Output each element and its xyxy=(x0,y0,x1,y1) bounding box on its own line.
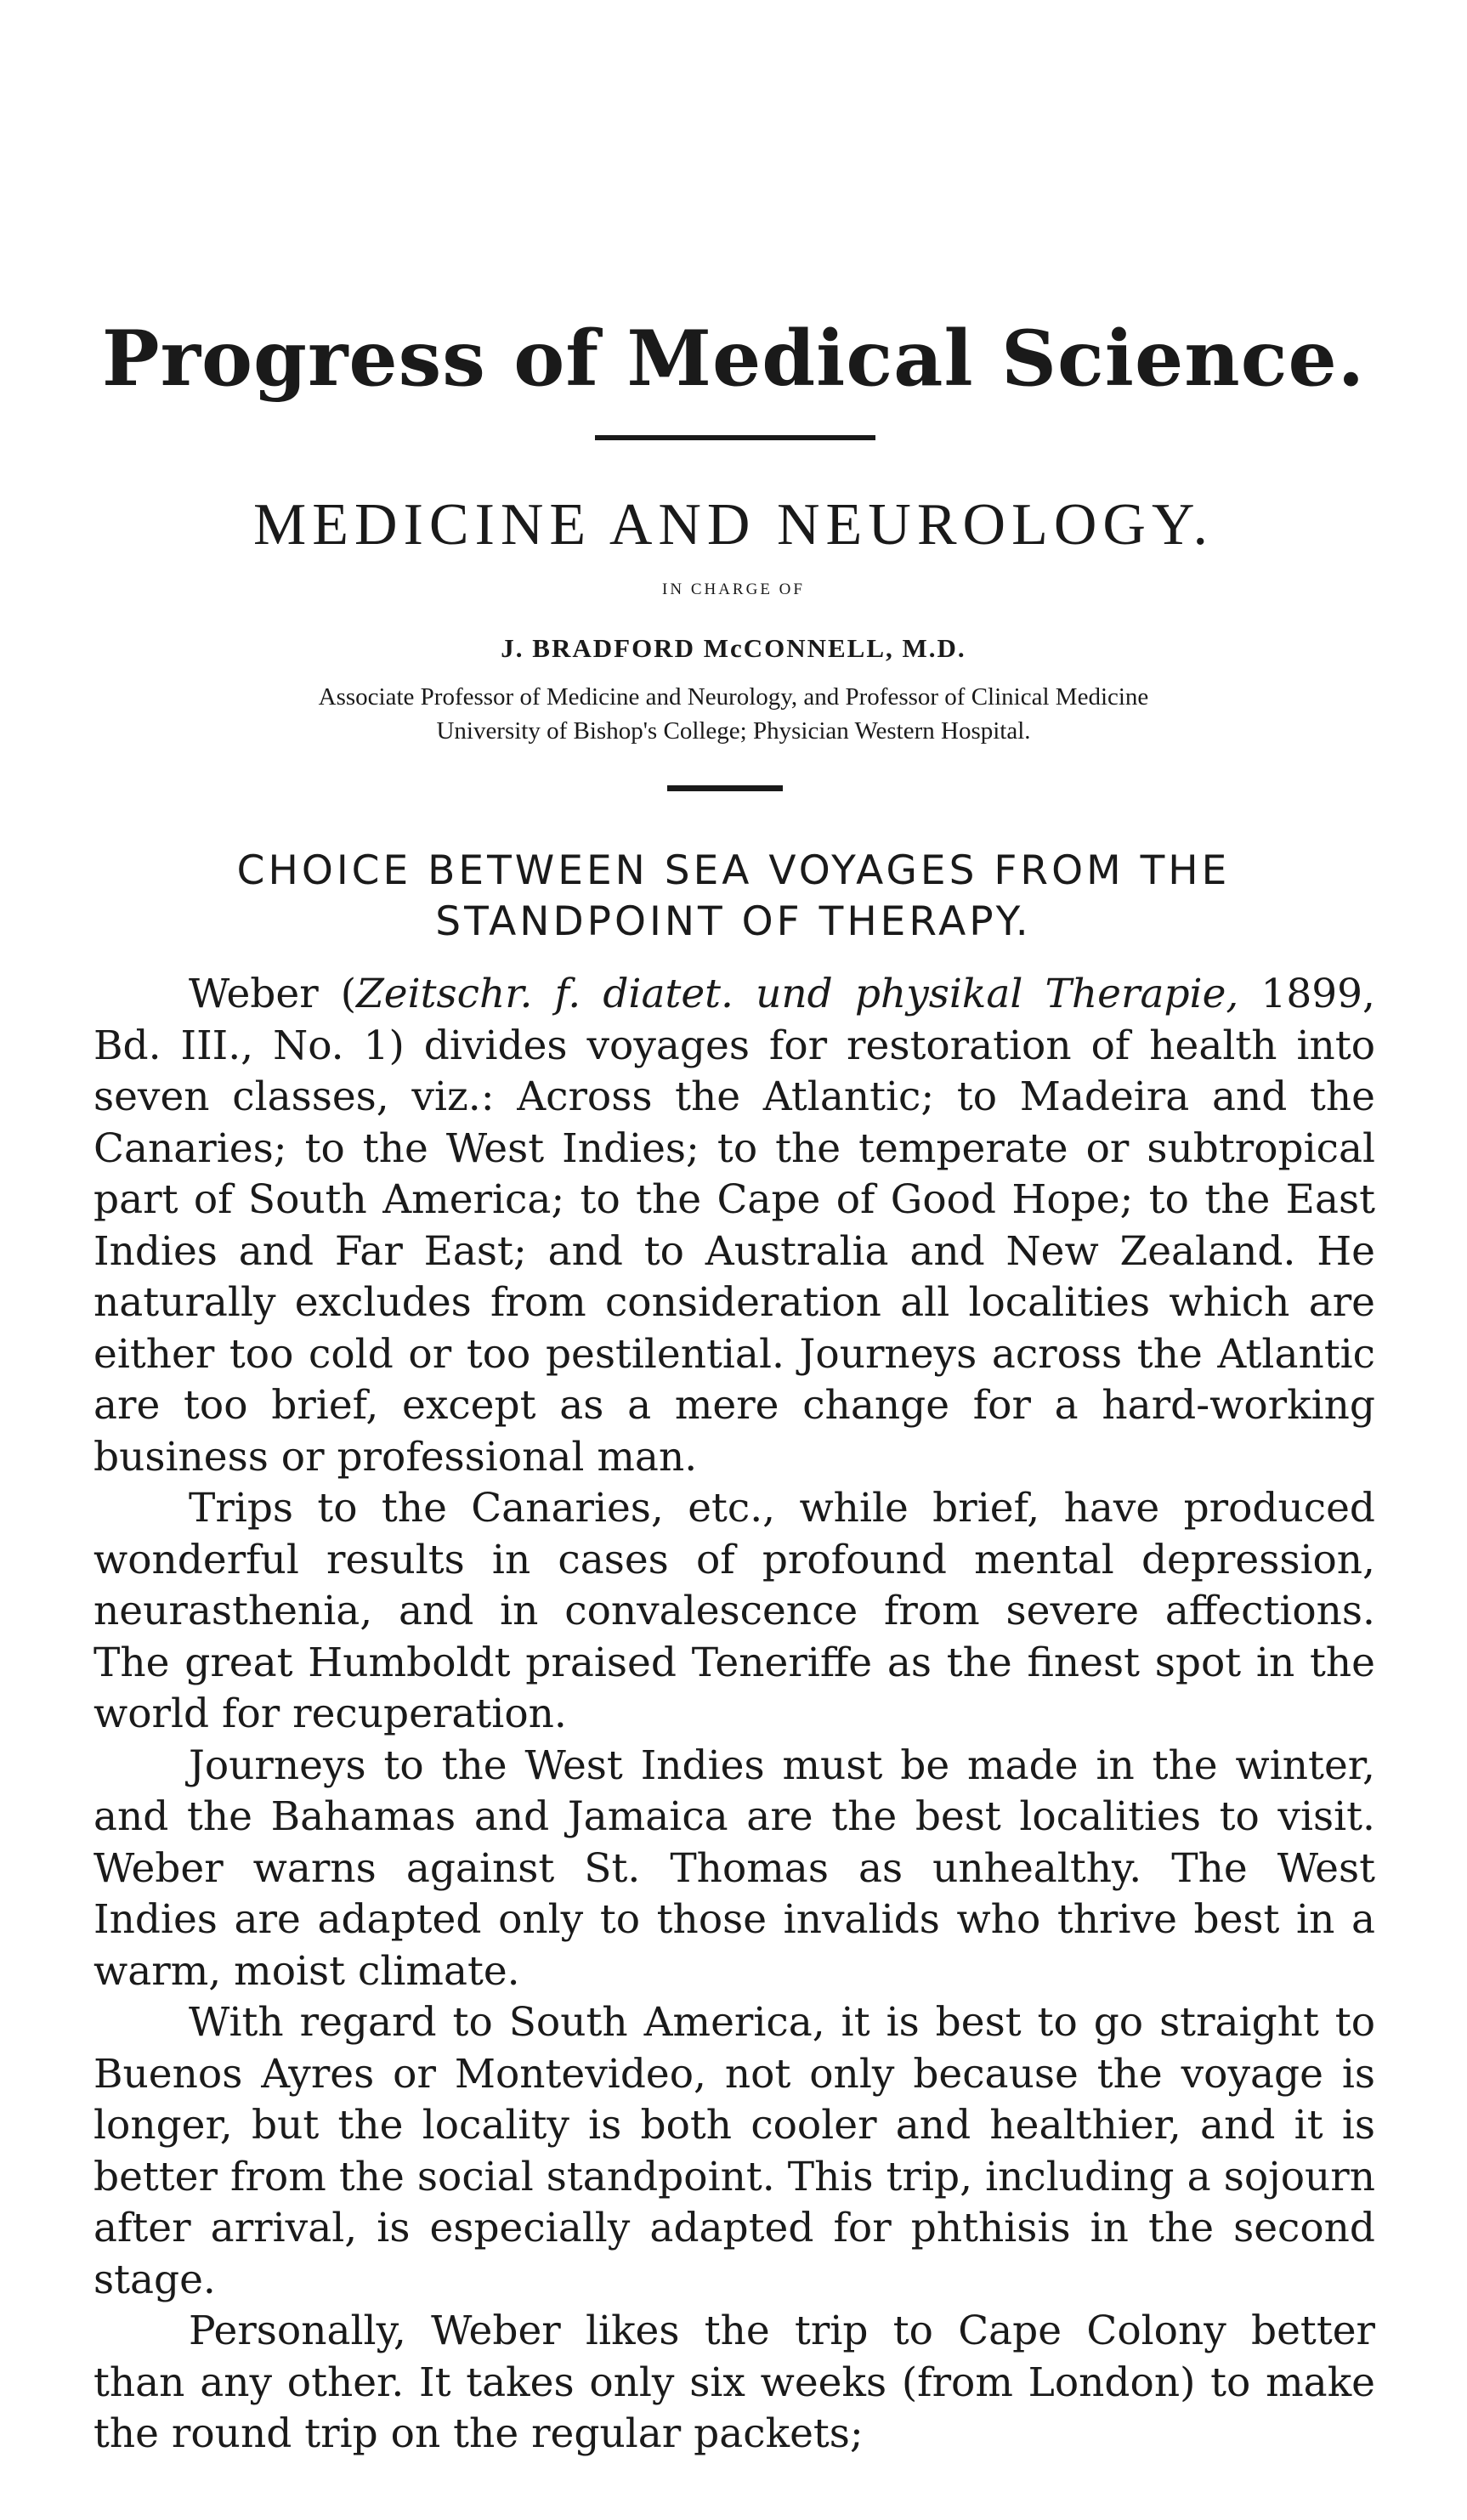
article-body xyxy=(93,969,1375,2461)
paragraph-3: Journeys to the West Indies must be made in the winter, and the Bahamas and Jamaica are the best localities to visit. Weber warns against St. Thomas as unhealthy. The West Indies are adapted only to those invalids who thrive best in a warm, moist climate. xyxy=(93,1741,1375,1995)
section-divider xyxy=(667,785,783,791)
article-title-line-2: STANDPOINT OF THERAPY. xyxy=(435,898,1032,945)
editor-name: J. BRADFORD McCONNELL, M.D. xyxy=(501,633,966,663)
editor-affiliation-line-1: Associate Professor of Medicine and Neurology, and Professor of Clinical Medicine xyxy=(318,683,1149,711)
paragraph-1-text: 1899, Bd. III., No. 1) divides voyages for restoration of health into seven classes, viz.: Across the Atlantic; to Madeira and the Canaries; to the West Indies; to the temperate or subtropical part of South America; to the Cape of Good Hope; to the East Indies and Far East; and to Australia and New Zealand. He naturally excludes from consideration all localities which are either too cold or too pestilential. Journeys across the Atlantic are too brief, except as a mere change for a hard-working business or professional man. xyxy=(93,971,1376,1481)
paragraph-4: With regard to South America, it is best to go straight to Buenos Ayres or Montevideo, not only because the voyage is longer, but the locality is both cooler and healthier, and it is better from the social standpoint. This trip, including a sojourn after arrival, is especially adapted for phthisis in the second stage. xyxy=(93,1999,1375,2303)
article-title-line-1: CHOICE BETWEEN SEA VOYAGES FROM THE xyxy=(236,847,1231,894)
title-divider xyxy=(595,435,875,440)
article-title xyxy=(85,846,1382,948)
paragraph-1 xyxy=(93,969,1375,1483)
section-title: MEDICINE AND NEUROLOGY. xyxy=(253,492,1214,558)
paragraph-1-lead: Weber ( xyxy=(189,971,357,1017)
paragraph-5: Personally, Weber likes the trip to Cape Colony better than any other. It takes only six weeks (from London) to make the round trip on the regular packets; xyxy=(93,2308,1375,2457)
editor-affiliation xyxy=(0,680,1467,748)
paragraph-2: Trips to the Canaries, etc., while brief, have produced wonderful results in cases of profound mental depression, neurasthenia, and in convalescence from severe affections. The great Humboldt praised Teneriffe as the finest spot in the world for recuperation. xyxy=(93,1485,1375,1737)
editor-affiliation-line-2: University of Bishop's College; Physician Western Hospital. xyxy=(436,717,1031,745)
journal-title: Progress of Medical Science. xyxy=(101,314,1366,404)
citation-journal: Zeitschr. f. diatet. und physikal Therapie, xyxy=(356,971,1239,1017)
in-charge-of-label: IN CHARGE OF xyxy=(662,580,805,598)
